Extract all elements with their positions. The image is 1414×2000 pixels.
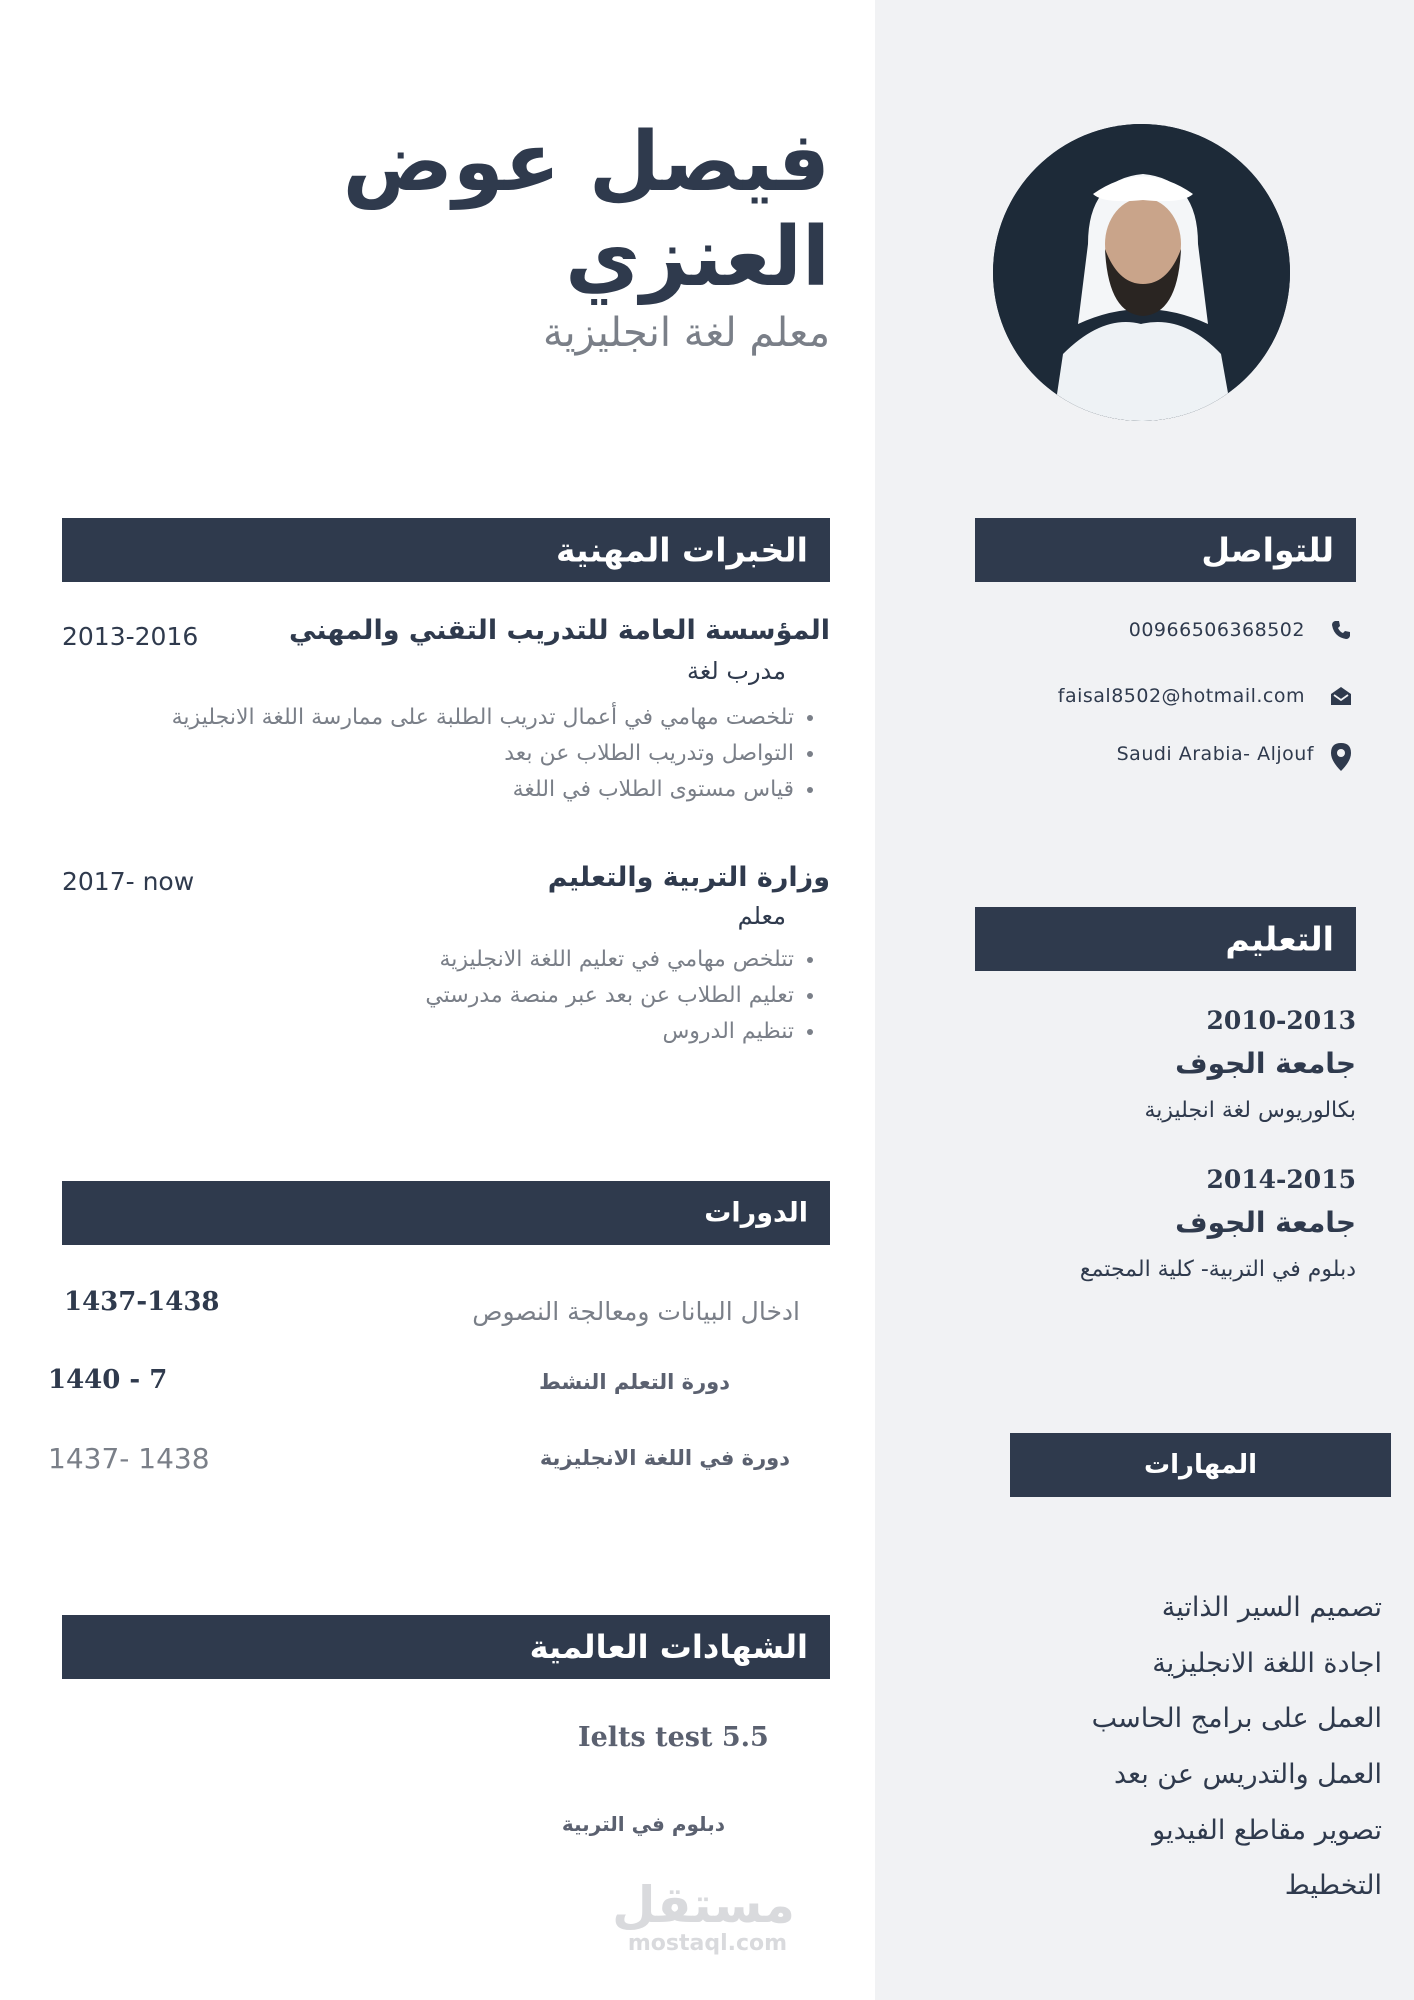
experience-2-duties xyxy=(425,942,816,1050)
section-bar-courses xyxy=(62,1181,830,1245)
list-item: • تنظيم الدروس xyxy=(425,1014,794,1050)
course-3-name: دورة في اللغة الانجليزية xyxy=(539,1446,790,1470)
certificate-2: دبلوم في التربية xyxy=(561,1812,725,1836)
section-bar-skills xyxy=(1010,1433,1391,1497)
experience-1-duties xyxy=(172,700,816,808)
course-1-date: 1437-1438 xyxy=(64,1287,220,1317)
skill-item: اجادة اللغة الانجليزية xyxy=(1152,1648,1382,1679)
course-2-name: دورة التعلم النشط xyxy=(539,1370,730,1394)
section-bar-certificates xyxy=(62,1615,830,1679)
education-1-years: 2010-2013 xyxy=(1206,1006,1356,1035)
experience-heading: الخبرات المهنية xyxy=(555,530,808,570)
section-bar-contact xyxy=(975,518,1356,582)
list-item: • تتلخص مهامي في تعليم اللغة الانجليزية xyxy=(425,942,794,978)
certificates-heading: الشهادات العالمية xyxy=(529,1628,808,1666)
education-2-degree: دبلوم في التربية- كلية المجتمع xyxy=(1079,1257,1356,1282)
list-item: • تلخصت مهامي في أعمال تدريب الطلبة على ممارسة اللغة الانجليزية xyxy=(172,700,794,736)
certificate-1: Ielts test 5.5 xyxy=(578,1722,769,1753)
course-2-date: 1440 - 7 xyxy=(48,1365,168,1395)
watermark-logo: مستقل xyxy=(612,1876,795,1934)
skill-item: التخطيط xyxy=(1284,1870,1382,1901)
watermark-url: mostaql.com xyxy=(627,1931,788,1956)
experience-2-role: معلم xyxy=(737,902,786,930)
course-1-name: ادخال البيانات ومعالجة النصوص xyxy=(472,1297,800,1326)
list-item: • قياس مستوى الطلاب في اللغة xyxy=(172,772,794,808)
education-heading: التعليم xyxy=(1225,919,1334,959)
section-bar-experience xyxy=(62,518,830,582)
experience-1-role: مدرب لغة xyxy=(686,657,786,685)
list-item: • التواصل وتدريب الطلاب عن بعد xyxy=(172,736,794,772)
profile-photo xyxy=(993,124,1290,421)
experience-2-date: 2017- now xyxy=(62,867,195,896)
education-2-university: جامعة الجوف xyxy=(1175,1206,1356,1239)
skill-item: العمل على برامج الحاسب xyxy=(1091,1703,1382,1734)
experience-1-org: المؤسسة العامة للتدريب التقني والمهني xyxy=(289,615,830,646)
contact-phone[interactable]: 00966506368502 xyxy=(1128,619,1305,641)
education-1-university: جامعة الجوف xyxy=(1175,1047,1356,1080)
skills-heading: المهارات xyxy=(1143,1450,1258,1480)
experience-1-date: 2013-2016 xyxy=(62,622,199,651)
contact-heading: للتواصل xyxy=(1201,530,1334,570)
skill-item: تصميم السير الذاتية xyxy=(1161,1592,1382,1623)
experience-2-org: وزارة التربية والتعليم xyxy=(547,862,830,893)
candidate-name: فيصل عوض العنزي xyxy=(342,115,830,305)
phone-icon xyxy=(1330,619,1352,641)
skill-item: تصوير مقاطع الفيديو xyxy=(1152,1815,1382,1846)
education-2-years: 2014-2015 xyxy=(1206,1165,1356,1194)
job-title: معلم لغة انجليزية xyxy=(543,310,830,356)
courses-heading: الدورات xyxy=(704,1197,808,1229)
skill-item: العمل والتدريس عن بعد xyxy=(1114,1759,1382,1790)
section-bar-education xyxy=(975,907,1356,971)
contact-location: Saudi Arabia- Aljouf xyxy=(1116,743,1314,765)
contact-email[interactable]: faisal8502@hotmail.com xyxy=(1057,685,1305,707)
email-icon xyxy=(1330,685,1352,707)
course-3-date: 1437- 1438 xyxy=(48,1442,210,1475)
education-1-degree: بكالوريوس لغة انجليزية xyxy=(1144,1098,1356,1123)
location-pin-icon xyxy=(1330,742,1352,772)
list-item: • تعليم الطلاب عن بعد عبر منصة مدرستي xyxy=(425,978,794,1014)
